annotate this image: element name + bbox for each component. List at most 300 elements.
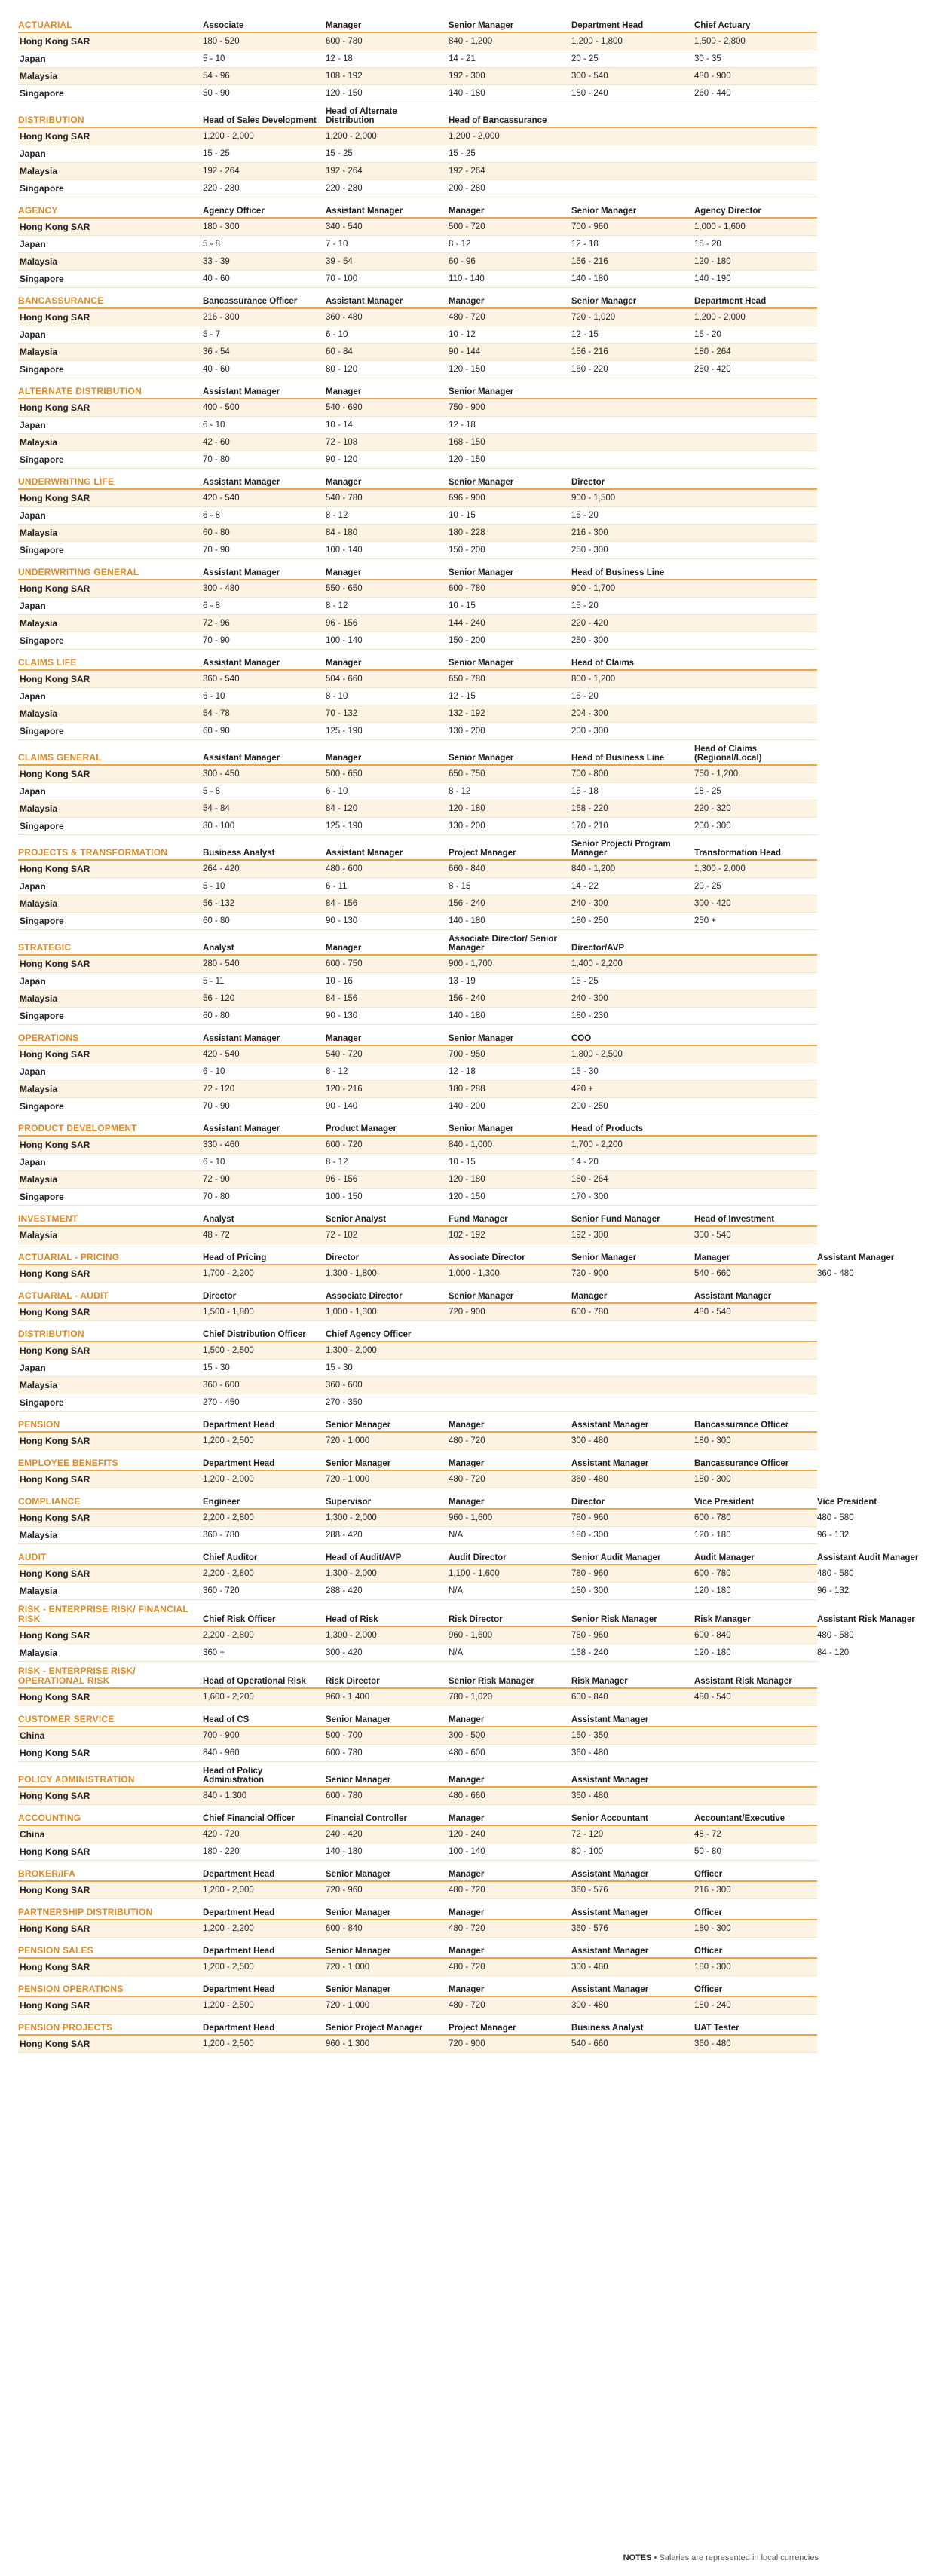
salary-cell: 960 - 1,600 <box>449 1513 493 1522</box>
row-label: Malaysia <box>20 1230 58 1241</box>
column-header: Officer <box>694 1985 723 1994</box>
salary-cell: 270 - 450 <box>203 1398 240 1407</box>
salary-cell: 6 - 10 <box>203 1067 225 1076</box>
column-header: Project Manager <box>449 2024 516 2033</box>
salary-cell: 15 - 20 <box>571 692 599 701</box>
salary-cell: 5 - 8 <box>203 787 221 796</box>
column-header: Department Head <box>203 1421 275 1430</box>
salary-cell: 140 - 180 <box>449 1011 485 1020</box>
section-header <box>18 935 817 956</box>
column-header: Manager <box>449 1870 485 1879</box>
salary-cell: 125 - 190 <box>326 727 363 736</box>
column-header: Senior Project/ Program Manager <box>571 840 671 858</box>
salary-cell: 54 - 78 <box>203 709 230 718</box>
row-label: Japan <box>20 329 46 340</box>
row-label: Hong Kong SAR <box>20 674 90 684</box>
row-label: Japan <box>20 881 46 892</box>
salary-cell: 360 - 480 <box>326 313 363 322</box>
column-header: Assistant Manager <box>203 659 280 668</box>
salary-cell: 1,000 - 1,300 <box>326 1308 377 1317</box>
salary-cell: 170 - 210 <box>571 821 608 831</box>
row-label: Japan <box>20 976 46 987</box>
salary-cell: 1,000 - 1,300 <box>449 1269 500 1278</box>
salary-cell: 168 - 220 <box>571 804 608 813</box>
salary-section <box>18 2019 817 2053</box>
section-header <box>18 383 817 399</box>
salary-cell: 660 - 840 <box>449 864 485 873</box>
salary-cell: 70 - 90 <box>203 636 230 645</box>
column-header: Head of Business Line <box>571 754 665 763</box>
salary-cell: 180 - 300 <box>694 1436 731 1446</box>
section-title: PENSION PROJECTS <box>18 2022 113 2033</box>
salary-cell: 15 - 30 <box>326 1363 353 1372</box>
table-row <box>18 145 817 163</box>
salary-cell: 180 - 300 <box>203 222 240 231</box>
section-header <box>18 1210 817 1227</box>
salary-cell: 90 - 120 <box>326 455 358 464</box>
salary-cell: 220 - 280 <box>203 184 240 193</box>
salary-cell: 720 - 1,020 <box>571 313 616 322</box>
section-header <box>18 1865 817 1882</box>
table-row <box>18 580 817 598</box>
salary-cell: 160 - 220 <box>571 365 608 374</box>
column-header: Chief Risk Officer <box>203 1615 276 1624</box>
table-row <box>18 800 817 818</box>
salary-cell: 240 - 420 <box>326 1830 363 1839</box>
column-header: Risk Manager <box>571 1677 628 1686</box>
salary-cell: 5 - 10 <box>203 54 225 63</box>
salary-cell: 6 - 10 <box>326 330 348 339</box>
salary-cell: 360 - 480 <box>571 1748 608 1758</box>
column-header: Senior Manager <box>326 1715 391 1724</box>
column-header: Assistant Manager <box>203 387 280 396</box>
salary-cell: 130 - 200 <box>449 821 485 831</box>
salary-section <box>18 202 817 288</box>
salary-cell: 14 - 21 <box>449 54 476 63</box>
column-header: Senior Manager <box>326 1459 391 1468</box>
column-header: Senior Manager <box>326 1908 391 1917</box>
column-header: Department Head <box>203 1870 275 1879</box>
table-row <box>18 1959 817 1976</box>
salary-cell: N/A <box>449 1586 464 1595</box>
salary-cell: 1,200 - 2,500 <box>203 2001 254 2010</box>
row-label: Singapore <box>20 916 64 926</box>
section-title: INVESTMENT <box>18 1213 78 1224</box>
salary-cell: 1,200 - 2,500 <box>203 1963 254 1972</box>
salary-cell: 200 - 300 <box>694 821 731 831</box>
row-label: Singapore <box>20 364 64 375</box>
column-header: Department Head <box>203 1985 275 1994</box>
row-label: Hong Kong SAR <box>20 864 90 874</box>
column-header: Department Head <box>203 1459 275 1468</box>
salary-cell: 600 - 780 <box>326 37 363 46</box>
salary-cell: 1,200 - 2,500 <box>203 2039 254 2048</box>
salary-cell: 84 - 120 <box>817 1648 850 1657</box>
salary-cell: 84 - 120 <box>326 804 358 813</box>
salary-cell: 72 - 90 <box>203 1175 230 1184</box>
column-header: Associate Director <box>326 1292 403 1301</box>
table-row <box>18 1920 817 1938</box>
row-label: Hong Kong SAR <box>20 1307 90 1317</box>
table-row <box>18 1882 817 1899</box>
salary-cell: 288 - 420 <box>326 1531 363 1540</box>
salary-cell: 2,200 - 2,800 <box>203 1631 254 1640</box>
row-label: Hong Kong SAR <box>20 1513 90 1523</box>
section-title: PARTNERSHIP DISTRIBUTION <box>18 1907 153 1917</box>
table-row <box>18 1745 817 1762</box>
table-row <box>18 1727 817 1745</box>
salary-cell: 330 - 460 <box>203 1140 240 1149</box>
section-title: DISTRIBUTION <box>18 1329 84 1339</box>
salary-cell: 10 - 12 <box>449 330 476 339</box>
column-header: Manager <box>449 1459 485 1468</box>
row-label: Hong Kong SAR <box>20 36 90 47</box>
column-header: Financial Controller <box>326 1814 407 1823</box>
salary-section <box>18 745 817 835</box>
table-row <box>18 525 817 542</box>
salary-cell: 600 - 780 <box>694 1569 731 1578</box>
row-label: Malaysia <box>20 618 58 629</box>
column-header: Department Head <box>203 2024 275 2033</box>
salary-cell: 10 - 16 <box>326 977 353 986</box>
column-header: Senior Manager <box>571 1253 637 1262</box>
salary-cell: 140 - 200 <box>449 1102 485 1111</box>
salary-cell: 1,300 - 2,000 <box>326 1346 377 1355</box>
column-header: Head of Investment <box>694 1215 775 1224</box>
column-header: Assistant Manager <box>571 1870 649 1879</box>
salary-cell: 288 - 420 <box>326 1586 363 1595</box>
column-header: Officer <box>694 1870 723 1879</box>
column-header: COO <box>571 1034 592 1043</box>
salary-cell: 84 - 156 <box>326 994 358 1003</box>
column-header: Head of Products <box>571 1124 644 1134</box>
salary-cell: 1,200 - 1,800 <box>571 37 623 46</box>
section-header <box>18 745 817 766</box>
section-title: RISK - ENTERPRISE RISK/ OPERATIONAL RISK <box>18 1666 136 1686</box>
salary-cell: 1,200 - 2,000 <box>203 1886 254 1895</box>
table-row <box>18 1227 817 1244</box>
table-row <box>18 1433 817 1450</box>
column-header: Senior Manager <box>449 21 514 30</box>
row-label: Hong Kong SAR <box>20 131 90 142</box>
section-header <box>18 202 817 219</box>
salary-cell: 72 - 120 <box>203 1085 235 1094</box>
column-header: Manager <box>449 1814 485 1823</box>
salary-cell: 700 - 950 <box>449 1050 485 1059</box>
section-header <box>18 1287 817 1304</box>
salary-cell: 780 - 960 <box>571 1513 608 1522</box>
salary-cell: 1,200 - 2,000 <box>449 132 500 141</box>
salary-cell: 2,200 - 2,800 <box>203 1569 254 1578</box>
section-header <box>18 1942 817 1959</box>
salary-cell: 720 - 900 <box>449 1308 485 1317</box>
salary-cell: 360 - 600 <box>203 1381 240 1390</box>
table-row <box>18 128 817 145</box>
column-header: Director/AVP <box>571 944 625 953</box>
salary-cell: 540 - 690 <box>326 403 363 412</box>
column-header: Analyst <box>203 1215 234 1224</box>
column-header: Vice President <box>817 1498 877 1507</box>
section-title: PENSION OPERATIONS <box>18 1984 124 1994</box>
salary-cell: 60 - 84 <box>326 347 353 356</box>
column-header: Transformation Head <box>694 849 782 858</box>
table-row <box>18 1644 850 1662</box>
column-header: Director <box>571 1498 605 1507</box>
section-title: ACTUARIAL <box>18 20 72 30</box>
salary-cell: 2,200 - 2,800 <box>203 1513 254 1522</box>
table-row <box>18 490 817 507</box>
section-title: PROJECTS & TRANSFORMATION <box>18 847 168 858</box>
section-title: PENSION <box>18 1419 60 1430</box>
column-header: Manager <box>326 387 362 396</box>
row-label: Hong Kong SAR <box>20 2039 90 2049</box>
salary-cell: 125 - 190 <box>326 821 363 831</box>
salary-cell: 120 - 180 <box>449 1175 485 1184</box>
salary-cell: 300 - 540 <box>694 1231 731 1240</box>
section-title: AGENCY <box>18 205 58 216</box>
salary-cell: 192 - 264 <box>203 167 240 176</box>
salary-cell: 70 - 90 <box>203 1102 230 1111</box>
row-label: China <box>20 1829 45 1840</box>
salary-section <box>18 107 817 197</box>
salary-cell: 600 - 840 <box>571 1693 608 1702</box>
salary-cell: 60 - 80 <box>203 916 230 925</box>
salary-cell: 15 - 30 <box>203 1363 230 1372</box>
table-row <box>18 783 817 800</box>
column-header: Manager <box>571 1292 608 1301</box>
salary-section <box>18 1029 817 1115</box>
salary-cell: 140 - 180 <box>449 916 485 925</box>
salary-cell: 8 - 10 <box>326 692 348 701</box>
salary-cell: 15 - 30 <box>571 1067 599 1076</box>
column-header: Senior Manager <box>449 1034 514 1043</box>
column-header: Assistant Manager <box>571 1715 649 1724</box>
column-header: Manager <box>326 478 362 487</box>
notes-text: • Salaries are represented in local currencies <box>654 2553 819 2562</box>
section-title: PENSION SALES <box>18 1945 93 1956</box>
section-header <box>18 1120 817 1137</box>
column-header: Head of CS <box>203 1715 250 1724</box>
salary-cell: 480 - 540 <box>694 1693 731 1702</box>
salary-cell: 360 - 480 <box>694 2039 731 2048</box>
table-row <box>18 1137 817 1154</box>
salary-section <box>18 1287 817 1321</box>
section-title: ACTUARIAL - AUDIT <box>18 1290 109 1301</box>
salary-cell: 240 - 300 <box>571 899 608 908</box>
column-header: Senior Audit Manager <box>571 1553 661 1562</box>
column-header: Assistant Manager <box>817 1253 895 1262</box>
section-header <box>18 17 817 33</box>
salary-cell: 1,200 - 2,000 <box>203 1475 254 1484</box>
table-row <box>18 632 817 650</box>
column-header: Assistant Manager <box>326 297 403 306</box>
salary-cell: 180 - 288 <box>449 1085 485 1094</box>
salary-cell: 40 - 60 <box>203 365 230 374</box>
salary-cell: 420 + <box>571 1085 594 1094</box>
column-header: Business Analyst <box>571 2024 644 2033</box>
salary-section <box>18 1810 817 1861</box>
table-row <box>18 1154 817 1171</box>
salary-cell: 180 - 520 <box>203 37 240 46</box>
salary-cell: 12 - 18 <box>449 421 476 430</box>
salary-cell: 50 - 80 <box>694 1847 721 1856</box>
row-label: Singapore <box>20 88 64 99</box>
salary-cell: 480 - 720 <box>449 1886 485 1895</box>
section-title: STRATEGIC <box>18 942 72 953</box>
table-row <box>18 361 817 378</box>
table-row <box>18 309 817 326</box>
column-header: Associate Director <box>449 1253 525 1262</box>
salary-cell: 480 - 720 <box>449 1963 485 1972</box>
salary-cell: 840 - 960 <box>203 1748 240 1758</box>
salary-cell: 180 - 264 <box>694 347 731 356</box>
column-header: Manager <box>449 1947 485 1956</box>
section-title: UNDERWRITING GENERAL <box>18 567 139 577</box>
salary-cell: 15 - 20 <box>694 330 721 339</box>
table-row <box>18 1510 854 1527</box>
salary-cell: 250 - 300 <box>571 636 608 645</box>
table-row <box>18 2036 817 2053</box>
salary-cell: 900 - 1,500 <box>571 494 616 503</box>
section-header <box>18 1767 817 1788</box>
column-header: Audit Manager <box>694 1553 755 1562</box>
salary-cell: 15 - 20 <box>571 511 599 520</box>
salary-cell: 480 - 660 <box>449 1791 485 1800</box>
salary-cell: 120 - 216 <box>326 1085 363 1094</box>
salary-section <box>18 1210 817 1244</box>
salary-cell: 140 - 180 <box>326 1847 363 1856</box>
column-header: Senior Manager <box>571 297 637 306</box>
salary-cell: 1,300 - 2,000 <box>326 1631 377 1640</box>
table-row <box>18 1008 817 1025</box>
column-header: Senior Manager <box>326 1985 391 1994</box>
salary-cell: 60 - 80 <box>203 1011 230 1020</box>
row-label: Japan <box>20 420 46 430</box>
salary-cell: 72 - 120 <box>571 1830 604 1839</box>
column-header: Head of Risk <box>326 1615 378 1624</box>
salary-cell: 96 - 132 <box>817 1531 850 1540</box>
table-row <box>18 723 817 740</box>
salary-cell: 500 - 720 <box>449 222 485 231</box>
salary-cell: 840 - 1,300 <box>203 1791 247 1800</box>
column-header: Manager <box>326 568 362 577</box>
salary-cell: 480 - 720 <box>449 1436 485 1446</box>
salary-cell: 102 - 192 <box>449 1231 485 1240</box>
salary-cell: 480 - 720 <box>449 2001 485 2010</box>
salary-section <box>18 1549 919 1600</box>
salary-cell: 5 - 7 <box>203 330 221 339</box>
salary-cell: 360 - 540 <box>203 675 240 684</box>
salary-cell: 6 - 10 <box>326 787 348 796</box>
salary-cell: 300 - 480 <box>203 584 240 593</box>
table-row <box>18 180 817 197</box>
salary-section <box>18 383 817 469</box>
table-row <box>18 1627 854 1644</box>
salary-cell: 480 - 580 <box>817 1569 854 1578</box>
row-label: China <box>20 1730 45 1741</box>
salary-cell: 120 - 150 <box>449 455 485 464</box>
column-header: Engineer <box>203 1498 240 1507</box>
table-row <box>18 344 817 361</box>
salary-cell: 1,200 - 2,000 <box>326 132 377 141</box>
column-header: Head of Business Line <box>571 568 665 577</box>
table-row <box>18 1046 817 1063</box>
section-title: RISK - ENTERPRISE RISK/ FINANCIAL RISK <box>18 1604 188 1624</box>
salary-cell: 120 - 150 <box>449 365 485 374</box>
row-label: Malaysia <box>20 1647 58 1658</box>
table-row <box>18 1394 817 1412</box>
section-header <box>18 1455 817 1471</box>
salary-cell: 60 - 80 <box>203 528 230 537</box>
column-header: Senior Manager <box>449 1292 514 1301</box>
row-label: Hong Kong SAR <box>20 1140 90 1150</box>
column-header: Department Head <box>203 1908 275 1917</box>
notes-label: NOTES <box>623 2553 652 2562</box>
salary-cell: 48 - 72 <box>203 1231 230 1240</box>
column-header: Senior Fund Manager <box>571 1215 660 1224</box>
salary-cell: 180 - 300 <box>694 1475 731 1484</box>
column-header: Fund Manager <box>449 1215 508 1224</box>
salary-cell: 90 - 130 <box>326 916 358 925</box>
section-header <box>18 1493 877 1510</box>
column-header: Chief Auditor <box>203 1553 258 1562</box>
salary-cell: 504 - 660 <box>326 675 363 684</box>
row-label: Malaysia <box>20 1174 58 1185</box>
salary-cell: 12 - 18 <box>326 54 353 63</box>
table-row <box>18 990 817 1008</box>
section-title: POLICY ADMINISTRATION <box>18 1774 135 1785</box>
column-header: Senior Accountant <box>571 1814 648 1823</box>
salary-cell: 300 - 420 <box>694 899 731 908</box>
row-label: Malaysia <box>20 1380 58 1390</box>
salary-cell: 720 - 1,000 <box>326 1963 370 1972</box>
salary-cell: 144 - 240 <box>449 619 485 628</box>
salary-cell: 480 - 600 <box>449 1748 485 1758</box>
table-row <box>18 1377 817 1394</box>
salary-cell: 700 - 900 <box>203 1731 240 1740</box>
table-row <box>18 1583 850 1600</box>
column-header: Senior Manager <box>449 387 514 396</box>
salary-cell: 108 - 192 <box>326 72 363 81</box>
salary-cell: 33 - 39 <box>203 257 230 266</box>
column-header: Assistant Manager <box>203 1034 280 1043</box>
salary-cell: 360 - 780 <box>203 1531 240 1540</box>
column-header: Senior Manager <box>449 568 514 577</box>
salary-cell: 6 - 10 <box>203 421 225 430</box>
table-row <box>18 1689 817 1706</box>
column-header: Manager <box>449 1776 485 1785</box>
row-label: Malaysia <box>20 1530 58 1540</box>
column-header: Senior Risk Manager <box>571 1615 657 1624</box>
salary-cell: 5 - 8 <box>203 240 221 249</box>
column-header: Senior Manager <box>449 478 514 487</box>
salary-cell: 900 - 1,700 <box>449 959 493 968</box>
salary-cell: 300 - 420 <box>326 1648 363 1657</box>
salary-cell: 96 - 132 <box>817 1586 850 1595</box>
salary-cell: 15 - 20 <box>571 601 599 610</box>
salary-cell: N/A <box>449 1531 464 1540</box>
row-label: Malaysia <box>20 437 58 448</box>
column-header: Assistant Manager <box>571 1421 649 1430</box>
column-header: Accountant/Executive <box>694 1814 785 1823</box>
salary-cell: 180 - 264 <box>571 1175 608 1184</box>
section-header <box>18 107 817 128</box>
salary-cell: 260 - 440 <box>694 89 731 98</box>
column-header: Senior Manager <box>326 1421 391 1430</box>
column-header: Senior Manager <box>449 1124 514 1134</box>
salary-cell: 270 - 350 <box>326 1398 363 1407</box>
salary-cell: 15 - 25 <box>203 149 230 158</box>
